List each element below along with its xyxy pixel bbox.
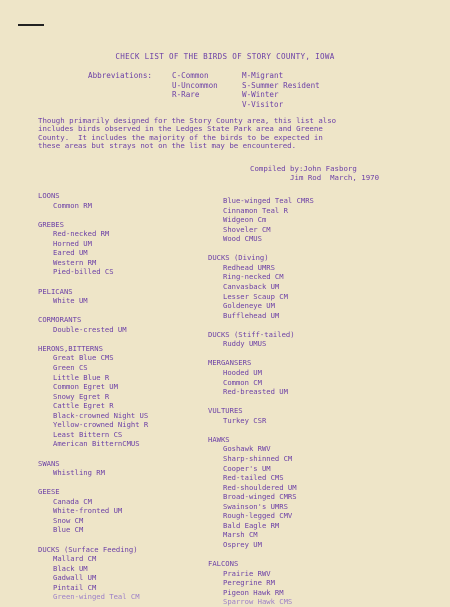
species-entry: Eared UM [53, 248, 88, 258]
species-entry: Black UM [53, 563, 88, 573]
species-entry: Horned UM [53, 238, 92, 248]
group-heading: VULTURES [208, 406, 243, 416]
species-entry: Hooded UM [223, 367, 262, 377]
compiled-by-line: Compiled by:John Fasborg [250, 164, 357, 173]
species-entry: Cattle Egret R [53, 401, 114, 411]
intro-paragraph: Though primarily designed for the Story County area, this list also includes birds observed in the Ledges State Park area and Greene County. It includes the majority of the birds to be expected in these areas but strays not on the list may be encountered. [38, 116, 337, 150]
species-entry: Double-crested UM [53, 324, 127, 334]
species-entry: Common CM [223, 377, 262, 387]
species-group-loons [38, 191, 148, 210]
species-group-mergansers [208, 358, 314, 396]
species-entry: Sharp-shinned CM [223, 454, 293, 463]
species-entry: Common Egret UM [53, 382, 118, 392]
left-column [38, 191, 148, 602]
species-entry: Canvasback UM [223, 281, 280, 291]
abbr-winter: W-Winter [242, 90, 279, 100]
species-entry: Pied-billed CS [53, 267, 114, 277]
species-entry: Ruddy UMUS [223, 339, 267, 349]
species-entry: Turkey CSR [223, 415, 267, 425]
group-heading: PELICANS [38, 286, 73, 296]
corner-mark [18, 24, 44, 26]
group-heading: DUCKS (Surface Feeding) [38, 544, 138, 554]
species-entry: Bald Eagle RM [223, 520, 280, 530]
species-entry: Least Bittern CS [53, 429, 123, 439]
species-entry: Wood CMUS [223, 234, 262, 244]
species-entry: Yellow-crowned Night R [53, 420, 149, 430]
species-group-ducks-stiff-tailed [208, 330, 314, 349]
species-entry: Widgeon Cm [223, 215, 267, 225]
species-group-geese [38, 487, 148, 535]
species-entry: Broad-winged CMRS [223, 492, 297, 502]
species-entry: Sparrow Hawk CMS [223, 597, 293, 607]
species-entry: Red-shouldered UM [223, 482, 297, 492]
species-entry: Marsh CM [223, 530, 258, 540]
species-group-hawks [208, 435, 314, 550]
species-entry: Pigeon Hawk RM [223, 587, 284, 597]
species-entry: Prairie RWV [223, 568, 271, 578]
species-entry: Green CS [53, 363, 88, 373]
species-entry: Whistling RM [53, 468, 105, 478]
species-entry: Peregrine RM [223, 578, 275, 588]
compiled-date-line: Jim Rod March, 1970 [250, 173, 380, 182]
group-heading: FALCONS [208, 559, 239, 569]
species-group-cormorants [38, 315, 148, 334]
species-entry: Goshawk RWV [223, 444, 271, 454]
species-group-herons-bitterns [38, 344, 148, 449]
abbr-common: C-Common [172, 71, 209, 80]
compiled-by [250, 164, 379, 182]
page-title: CHECK LIST OF THE BIRDS OF STORY COUNTY, IOWA [115, 52, 335, 61]
species-group-swans [38, 459, 148, 478]
species-entry: Red-tailed CMS [223, 473, 284, 483]
species-entry: Cinnamon Teal R [223, 205, 288, 215]
species-entry: Snow CM [53, 515, 84, 525]
species-entry: White-fronted UM [53, 506, 123, 516]
species-entry: Common RM [53, 200, 92, 210]
group-heading: CORMORANTS [38, 315, 82, 325]
species-entry: Red-breasted UM [223, 387, 288, 397]
species-entry: Blue-winged Teal CMRS [223, 196, 314, 205]
species-group-pelicans [38, 287, 148, 306]
species-entry: Great Blue CMS [53, 353, 114, 363]
group-heading: HERONS,BITTERNS [38, 343, 103, 353]
species-entry: American BitternCMUS [53, 439, 140, 449]
species-entry: Blue CM [53, 525, 84, 535]
species-entry: Swainson's UMRS [223, 501, 288, 511]
group-heading: DUCKS (Stiff-tailed) [208, 329, 295, 339]
species-entry: Pintail CM [53, 582, 97, 592]
group-heading: GEESE [38, 487, 60, 497]
group-heading: DUCKS (Diving) [208, 253, 269, 263]
abbr-uncommon: U-Uncommon [172, 80, 218, 90]
group-heading: MERGANSERS [208, 358, 252, 368]
species-entry: Redhead UMRS [223, 262, 275, 272]
group-heading: LOONS [38, 191, 60, 200]
group-heading: HAWKS [208, 434, 230, 444]
abbr-rare: R-Rare [172, 90, 200, 100]
abbr-visitor: V-Visitor [242, 99, 284, 109]
species-entry: White UM [53, 296, 88, 306]
species-group-ducks-diving [208, 253, 314, 320]
group-heading: SWANS [38, 458, 60, 468]
abbr-summer-resident: S-Summer Resident [242, 80, 320, 90]
species-entry: Lesser Scaup CM [223, 291, 288, 301]
species-group-falcons [208, 559, 314, 607]
species-entry: Canada CM [53, 496, 92, 506]
species-group-grebes [38, 220, 148, 277]
species-entry: Cooper's UM [223, 463, 271, 473]
species-entry: Green-winged Teal CM [53, 592, 140, 602]
species-entry: Osprey UM [223, 539, 262, 549]
species-entry: Shoveler CM [223, 224, 271, 234]
species-entry: Bufflehead UM [223, 310, 280, 320]
abbr-migrant: M-Migrant [242, 71, 284, 80]
right-column [208, 196, 314, 607]
species-group-vultures [208, 406, 314, 425]
abbreviations-label: Abbreviations: [88, 71, 153, 80]
species-group [208, 196, 314, 244]
species-entry: Mallard CM [53, 554, 97, 564]
species-entry: Ring-necked CM [223, 272, 284, 282]
species-entry: Snowy Egret R [53, 391, 110, 401]
species-group-ducks-surface-feeding [38, 545, 148, 602]
species-entry: Red-necked RM [53, 229, 110, 239]
species-entry: Rough-legged CMV [223, 511, 293, 521]
species-entry: Black-crowned Night US [53, 410, 149, 420]
species-entry: Little Blue R [53, 372, 110, 382]
species-entry: Goldeneye UM [223, 301, 275, 311]
group-heading: GREBES [38, 219, 64, 229]
species-entry: Gadwall UM [53, 573, 97, 583]
species-entry: Western RM [53, 257, 97, 267]
